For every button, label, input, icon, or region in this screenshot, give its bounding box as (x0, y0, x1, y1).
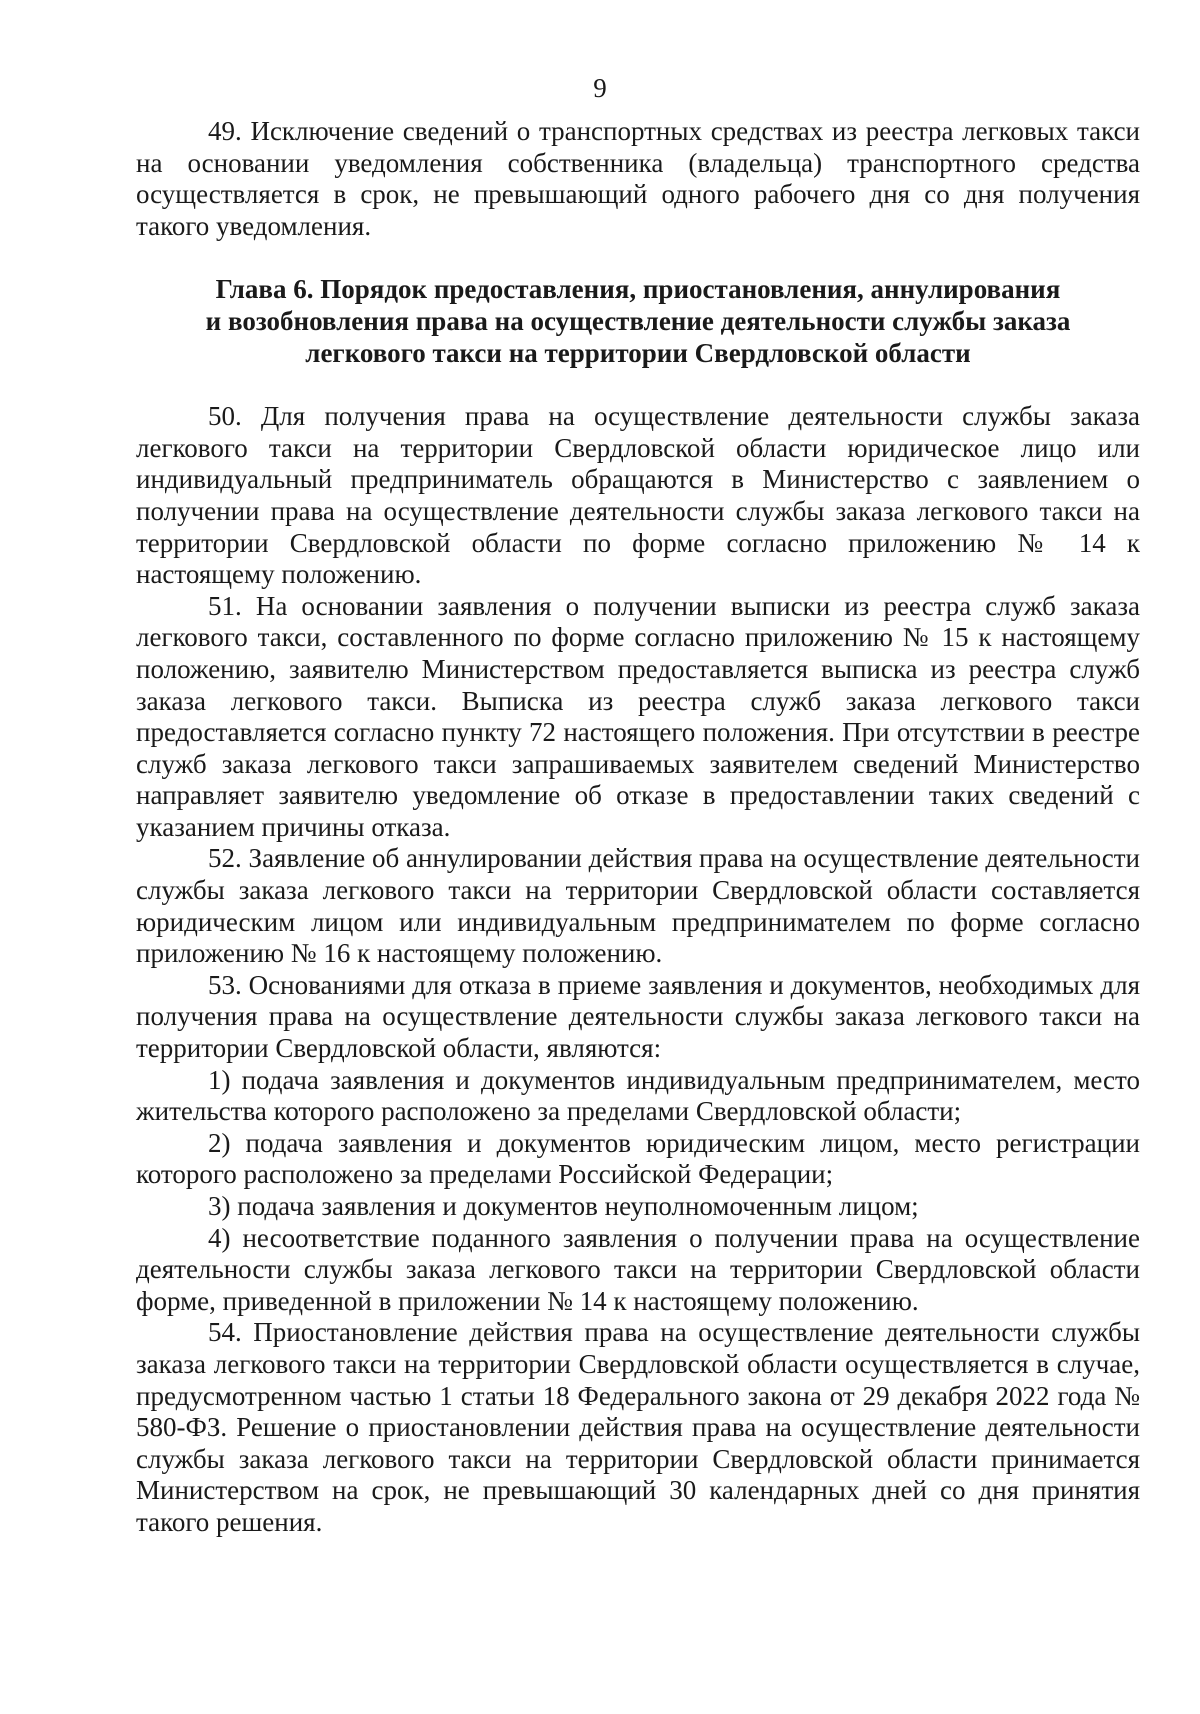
paragraph-53-item-2: 2) подача заявления и документов юридическим лицом, место регистрации которого расположено за пределами Российской Федерации; (136, 1127, 1140, 1190)
chapter-title (136, 274, 1140, 369)
chapter-title-line-3: легкового такси на территории Свердловской области (305, 337, 971, 368)
paragraph-53: 53. Основаниями для отказа в приеме заявления и документов, необходимых для получения права на осуществление деятельности службы заказа легкового такси на территории Свердловской области, являются: (136, 969, 1140, 1064)
paragraph-52: 52. Заявление об аннулировании действия права на осуществление деятельности службы заказа легкового такси на территории Свердловской области составляется юридическим лицом или индивидуальным предпринимателем по форме согласно приложению № 16 к настоящему положению. (136, 843, 1140, 969)
paragraph-50: 50. Для получения права на осуществление деятельности службы заказа легкового такси на территории Свердловской области юридическое лицо или индивидуальный предприниматель обращаются в Министерство с заявлением о получении права на осуществление деятельности службы заказа легкового такси на территории Свердловской области по форме согласно приложению № 14 к настоящему положению. (136, 401, 1140, 590)
paragraph-53-item-1: 1) подача заявления и документов индивидуальным предпринимателем, место жительства которого расположено за пределами Свердловской области; (136, 1064, 1140, 1127)
paragraph-54: 54. Приостановление действия права на осуществление деятельности службы заказа легкового такси на территории Свердловской области осуществляется в случае, предусмотренном частью 1 статьи 18 Федерального закона от 29 декабря 2022 года № 580-ФЗ. Решение о приостановлении действия права на осуществление деятельности службы заказа легкового такси на территории Свердловской области принимается Министерством на срок, не превышающий 30 календарных дней со дня принятия такого решения. (136, 1317, 1140, 1537)
paragraph-53-item-4: 4) несоответствие поданного заявления о получении права на осуществление деятельности службы заказа легкового такси на территории Свердловской области форме, приведенной в приложении № 14 к настоящему положению. (136, 1222, 1140, 1316)
paragraph-53-item-3: 3) подача заявления и документов неуполномоченным лицом; (208, 1191, 919, 1221)
chapter-title-line-1: Глава 6. Порядок предоставления, приостановления, аннулирования (215, 274, 1061, 305)
paragraph-51: 51. На основании заявления о получении выписки из реестра служб заказа легкового такси, составленного по форме согласно приложению № 15 к настоящему положению, заявителю Министерством предоставляется выписка из реестра служб заказа легкового такси. Выписка из реестра служб заказа легкового такси предоставляется согласно пункту 72 настоящего положения. При отсутствии в реестре служб заказа легкового такси запрашиваемых заявителем сведений Министерство направляет заявителю уведомление об отказе в предоставлении таких сведений с указанием причины отказа. (136, 590, 1140, 842)
page-number: 9 (593, 73, 607, 103)
paragraph-49: 49. Исключение сведений о транспортных средствах из реестра легковых такси на основании уведомления собственника (владельца) транспортного средства осуществляется в срок, не превышающий одного рабочего дня со дня получения такого уведомления. (136, 116, 1140, 241)
document-body (136, 116, 1140, 1539)
chapter-title-line-2: и возобновления права на осуществление деятельности службы заказа (205, 305, 1071, 336)
